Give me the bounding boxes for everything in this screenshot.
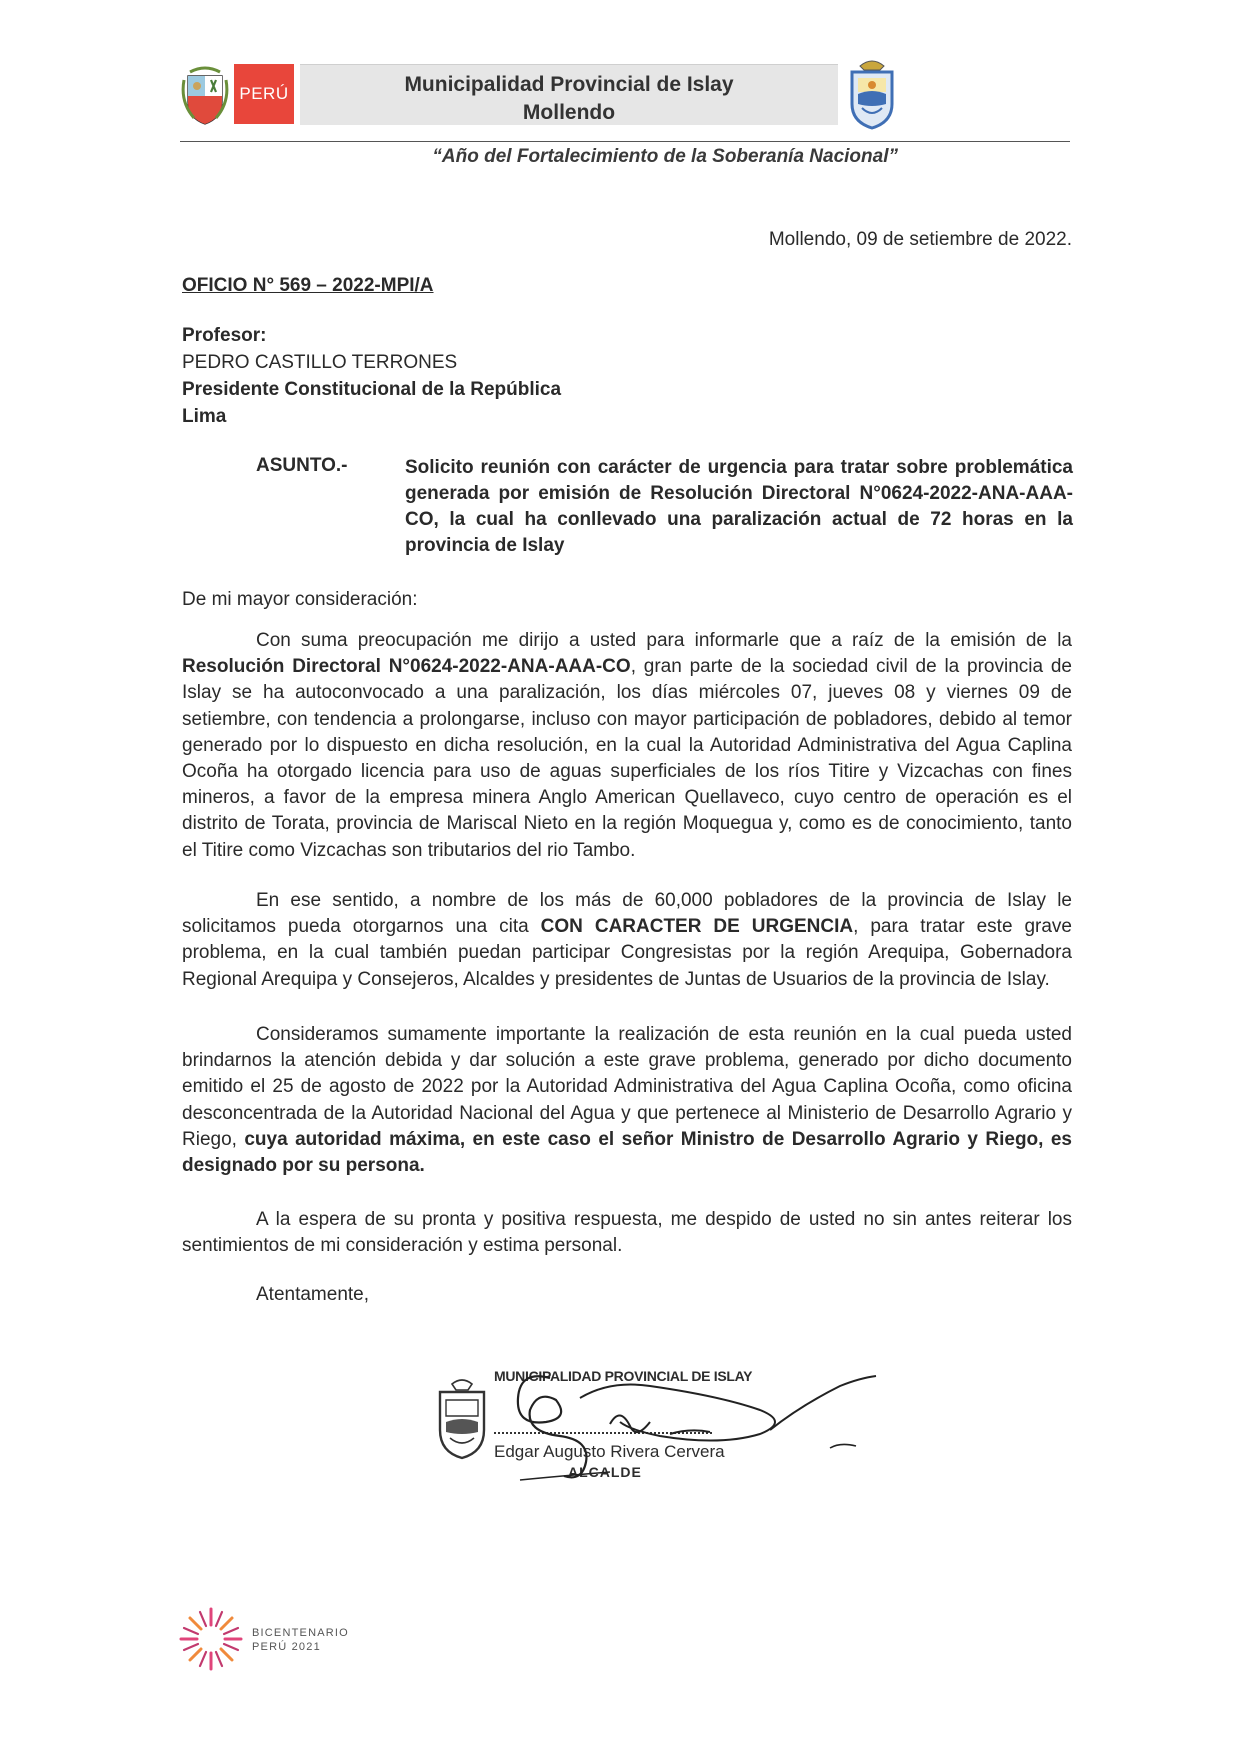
municipality-banner [300, 64, 838, 125]
paragraph-2-text-a: En ese sentido, a nombre de los más de 60,000 pobladores de la provincia de Islay le solicitamos pueda otorgarnos una cita [182, 890, 1072, 938]
paragraph-3-text-a: Consideramos sumamente importante la realización de esta reunión en la cual pueda usted brindarnos la atención debida y dar solución a este grave problema, generado por dicho documento emitido el 25 de agosto de 2022 por la Autoridad Administrativa del Agua Caplina Ocoña, como oficina desconcentrada de la Autoridad Nacional del Agua y que pertenece al Ministerio de Desarrollo Agrario y Riego, [182, 1024, 1072, 1150]
recipient-name: PEDRO CASTILLO TERRONES [182, 352, 458, 373]
recipient-position: Presidente Constitucional de la República [182, 379, 562, 400]
islay-coat-of-arms-icon [846, 56, 898, 130]
paragraph-4: A la espera de su pronta y positiva respuesta, me despido de usted no sin antes reiterar los sentimientos de mi consideración y estima personal. [182, 1209, 1072, 1257]
date-line: Mollendo, 09 de setiembre de 2022. [768, 229, 1072, 250]
document-reference: OFICIO N° 569 – 2022-MPI/A [182, 275, 434, 296]
closing: Atentamente, [256, 1284, 370, 1305]
paragraph-3-highlight: cuya autoridad máxima, en este caso el señor Ministro de Desarrollo Agrario y Riego, es designado por su persona. [182, 1128, 1072, 1177]
recipient-block [182, 322, 561, 430]
recipient-title: Profesor: [182, 325, 267, 346]
municipality-city: Mollendo [522, 101, 616, 124]
paragraph-1-highlight: Resolución Directoral N°0624-2022-ANA-AAA-CO [182, 656, 631, 678]
paragraph-1 [182, 628, 1072, 864]
recipient-location: Lima [182, 406, 227, 427]
paragraph-2-text-c: , para tratar este grave problema, en la cual también puedan participar Congresistas por la región Arequipa, Gobernadora Regional Arequipa y Consejeros, Alcaldes y presidentes de Juntas de Usuarios de la provincia de Islay. [182, 916, 1072, 990]
paragraph-3 [182, 1022, 1072, 1179]
signer-role: ALCALDE [568, 1464, 642, 1480]
paragraph-1-text-c: , gran parte de la sociedad civil de la provincia de Islay se ha autoconvocado a una paralización, los días miércoles 07, jueves 08 y viernes 09 de setiembre, con tendencia a prolongarse, incluso con mayor participación de pobladores, debido al temor generado por lo dispuesto en dicha resolución, en la cual la Autoridad Administrativa del Agua Caplina Ocoña ha otorgado licencia para uso de aguas superficiales de los ríos Titire y Vizcachas con fines mineros, a favor de la empresa minera Anglo American Quellaveco, cuyo centro de operación es el distrito de Torata, provincia de Mariscal Nieto en la región Moquegua y, como es de conocimiento, tanto el Titire como Vizcachas son tributarios del rio Tambo. [182, 656, 1072, 861]
bicentenario-subtitle: PERÚ 2021 [252, 1641, 321, 1653]
handwritten-signature [460, 1350, 900, 1490]
paragraph-2 [182, 888, 1072, 993]
seal-label: MUNICIPALIDAD PROVINCIAL DE ISLAY [494, 1368, 753, 1384]
greeting: De mi mayor consideración: [182, 589, 418, 610]
subject-label: ASUNTO.- [256, 455, 348, 476]
subject-text: Solicito reunión con carácter de urgencia para tratar sobre problemática generada por emisión de Resolución Directoral N°0624-2022-ANA-AAA-CO, la cual ha conllevado una paralización actual de 72 horas en la provincia de Islay [405, 457, 1073, 556]
peru-coat-of-arms-icon [180, 62, 230, 126]
bicentenario-logo-icon [178, 1606, 244, 1672]
signer-name: Edgar Augusto Rivera Cervera [494, 1442, 725, 1461]
header-divider [180, 141, 1070, 142]
bicentenario-title: BICENTENARIO [252, 1627, 349, 1639]
year-motto: “Año del Fortalecimiento de la Soberanía Nacional” [432, 146, 898, 167]
peru-badge: PERÚ [234, 64, 294, 124]
paragraph-2-highlight: CON CARACTER DE URGENCIA [540, 916, 854, 938]
municipality-name: Municipalidad Provincial de Islay [404, 73, 734, 96]
paragraph-1-text-a: Con suma preocupación me dirijo a usted para informarle que a raíz de la emisión de la [256, 630, 1072, 651]
